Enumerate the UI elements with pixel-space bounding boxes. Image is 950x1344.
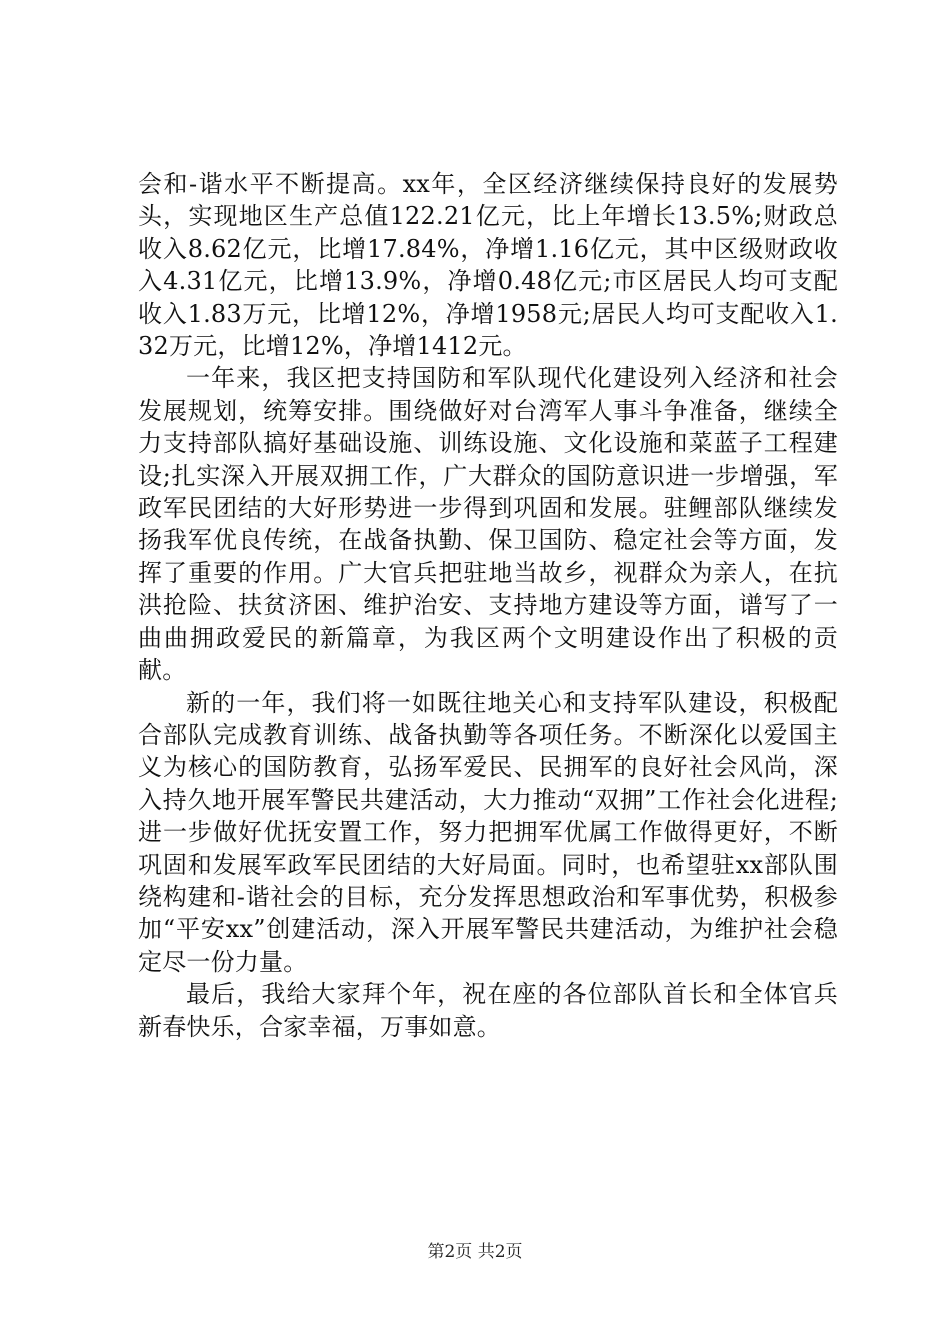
paragraph-3: 新的一年，我们将一如既往地关心和支持军队建设，积极配合部队完成教育训练、战备执勤等各项任务。不断深化以爱国主义为核心的国防教育，弘扬军爱民、民拥军的良好社会风尚，深入持久地开展军警民共建活动，大力推动“双拥”工作社会化进程;进一步做好优抚安置工作，努力把拥军优属工作做得更好，不断巩固和发展军政军民团结的大好局面。同时，也希望驻xx部队围绕构建和-谐社会的目标，充分发挥思想政治和军事优势，积极参加“平安xx”创建活动，深入开展军警民共建活动，为维护社会稳定尽一份力量。 [138,688,838,976]
paragraph-1: 会和-谐水平不断提高。xx年，全区经济继续保持良好的发展势头，实现地区生产总值122.21亿元，比上年增长13.5%;财政总收入8.62亿元，比增17.84%，净增1.16亿元，其中区级财政收入4.31亿元，比增13.9%，净增0.48亿元;市区居民人均可支配收入1.83万元，比增12%，净增1958元;居民人均可支配收入1.32万元，比增12%，净增1412元。 [138,170,838,361]
paragraph-4: 最后，我给大家拜个年，祝在座的各位部队首长和全体官兵新春快乐，合家幸福，万事如意。 [138,980,838,1041]
document-body [138,168,838,1043]
paragraph-2: 一年来，我区把支持国防和军队现代化建设列入经济和社会发展规划，统筹安排。围绕做好对台湾军人事斗争准备，继续全力支持部队搞好基础设施、训练设施、文化设施和菜蓝子工程建设;扎实深入开展双拥工作，广大群众的国防意识进一步增强，军政军民团结的大好形势进一步得到巩固和发展。驻鲤部队继续发扬我军优良传统，在战备执勤、保卫国防、稳定社会等方面，发挥了重要的作用。广大官兵把驻地当故乡，视群众为亲人，在抗洪抢险、扶贫济困、维护治安、支持地方建设等方面，谱写了一曲曲拥政爱民的新篇章，为我区两个文明建设作出了积极的贡献。 [138,364,838,685]
page-footer: 第2页 共2页 [427,1242,523,1262]
